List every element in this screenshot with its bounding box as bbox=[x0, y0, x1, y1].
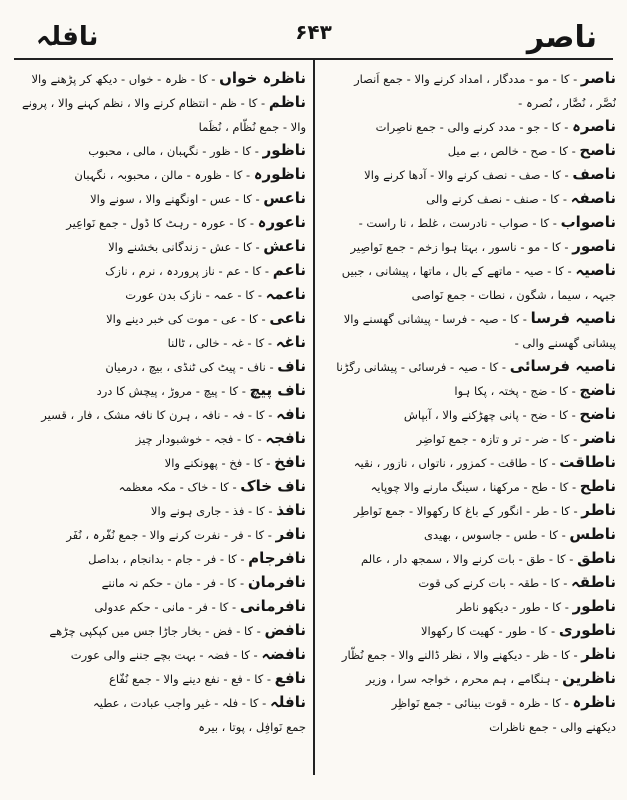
entry-line bbox=[324, 330, 616, 354]
entry-line bbox=[14, 546, 306, 570]
headword: ناضر bbox=[580, 429, 616, 447]
headword: ناصرہ bbox=[572, 117, 616, 135]
headword: ناف bbox=[277, 357, 306, 375]
definition: - کا - فع - نفع دینے والا - جمع نُفّاع bbox=[109, 672, 275, 686]
left-column bbox=[14, 66, 306, 738]
headword: نافر bbox=[275, 525, 306, 543]
headword: ناصر bbox=[580, 69, 616, 87]
entry-line bbox=[324, 498, 616, 522]
definition: - کا - عمہ - نازک بدن عورت bbox=[125, 288, 266, 302]
headword: ناعمہ bbox=[265, 285, 306, 303]
entry-line bbox=[324, 642, 616, 666]
definition: - کا - صیہ - فرسائی - پیشانی رگڑنا bbox=[336, 360, 510, 374]
headword: نافہ bbox=[276, 405, 306, 423]
entry-line bbox=[14, 282, 306, 306]
entry-line bbox=[324, 522, 616, 546]
entry-line bbox=[14, 522, 306, 546]
entry-line bbox=[14, 570, 306, 594]
entry-line bbox=[14, 642, 306, 666]
entry-line bbox=[324, 354, 616, 378]
headword: ناظر bbox=[581, 645, 616, 663]
headword: ناصف bbox=[572, 165, 616, 183]
headword: نافرمانی bbox=[239, 597, 306, 615]
headword: نافخ bbox=[274, 453, 306, 471]
entry-line bbox=[324, 570, 616, 594]
entry-line bbox=[324, 546, 616, 570]
headword: ناصیہ فرسا bbox=[530, 309, 616, 327]
definition: - کا - طاقت - کمزور ، ناتواں ، نازور ، نقیہ bbox=[353, 456, 560, 470]
headword: ناظم bbox=[268, 93, 306, 111]
definition: - کا - فہ - نافہ ، ہرن کا نافہ مشک ، فار ، قسیر bbox=[41, 408, 277, 422]
definition: - کا - طقہ - بات کرنے کی قوت bbox=[418, 576, 572, 590]
headword: ناطر bbox=[581, 501, 616, 519]
headword: ناعش bbox=[263, 237, 306, 255]
definition: جمع نَوافِل ، پوتا ، بیرہ bbox=[198, 720, 306, 734]
definition: - کا - طر - انگور کے باغ کا رکھوالا - جمع نَواطِر bbox=[353, 504, 582, 518]
definition: دیکھنے والی - جمع ناظرات bbox=[489, 720, 616, 734]
definition: - کا - پیچ - مروڑ ، پیچش کا درد bbox=[96, 384, 250, 398]
headword: ناصور bbox=[572, 237, 616, 255]
headword: ناطق bbox=[577, 549, 616, 567]
entry-line bbox=[324, 450, 616, 474]
entry-line bbox=[14, 186, 306, 210]
headword: ناضح bbox=[579, 405, 616, 423]
entry-line bbox=[14, 162, 306, 186]
headword: ناضج bbox=[579, 381, 616, 399]
definition: - کا - عی - موت کی خبر دینے والا bbox=[106, 312, 270, 326]
guide-word-right: ناصر bbox=[526, 20, 597, 55]
definition: - کا - غہ - خالی ، ٹالنا bbox=[167, 336, 276, 350]
definition: - کا - طور - دیکھو ناطر bbox=[456, 600, 573, 614]
headword: نافرجام bbox=[248, 549, 306, 567]
right-column bbox=[324, 66, 616, 738]
definition: - کا - ضر - تر و تازہ - جمع نَواضِر bbox=[416, 432, 581, 446]
definition: - کا - عش - زندگانی بخشنے والا bbox=[108, 240, 264, 254]
entry-line bbox=[324, 618, 616, 642]
definition: - کا - مو - ناسور ، بہتا ہوا زخم - جمع نَواصِیر bbox=[350, 240, 573, 254]
definition: - کا - طور - کھیت کا رکھوالا bbox=[420, 624, 559, 638]
entry-line bbox=[324, 378, 616, 402]
definition: - کا - صیہ - ماتھے کے بال ، ماتھا ، پیشانی ، جبیں bbox=[341, 264, 576, 278]
entry-line bbox=[14, 474, 306, 498]
entry-line bbox=[324, 306, 616, 330]
headword: ناظرین bbox=[562, 669, 616, 687]
headword: ناعس bbox=[263, 189, 306, 207]
headword: ناصواب bbox=[560, 213, 616, 231]
headword: ناطقہ bbox=[571, 573, 616, 591]
definition: والا - جمع نُظّام ، نُظَما bbox=[198, 120, 306, 134]
headword: ناصح bbox=[579, 141, 616, 159]
definition: - کا - صنف - نصف کرنے والی bbox=[426, 192, 571, 206]
definition: - کا - عس - اونگھنے والا ، سونے والا bbox=[90, 192, 264, 206]
entry-line bbox=[14, 450, 306, 474]
page-number: ۶۴۳ bbox=[295, 20, 332, 44]
entry-line bbox=[324, 690, 616, 714]
entry-line bbox=[14, 138, 306, 162]
entry-line bbox=[14, 306, 306, 330]
entry-line bbox=[14, 666, 306, 690]
headword: ناطوری bbox=[558, 621, 616, 639]
headword: ناطاقت bbox=[559, 453, 616, 471]
entry-line bbox=[14, 66, 306, 90]
definition: - کا - خاک - مکہ معظمہ bbox=[118, 480, 241, 494]
definition: - کا - ظرہ - خواں - دیکھ کر پڑھنے والا bbox=[31, 72, 220, 86]
entry-line bbox=[14, 594, 306, 618]
headword: ناصفہ bbox=[570, 189, 616, 207]
entry-line bbox=[324, 234, 616, 258]
definition: نُصَّر ، نُصَّار ، نُصرہ - bbox=[518, 96, 616, 110]
headword: نافضہ bbox=[261, 645, 306, 663]
entry-line bbox=[14, 618, 306, 642]
entry-line bbox=[324, 594, 616, 618]
entry-line bbox=[14, 330, 306, 354]
headword: ناظورہ bbox=[253, 165, 306, 183]
definition: - کا - فجہ - خوشبودار چیز bbox=[135, 432, 266, 446]
headword: ناصیہ bbox=[575, 261, 616, 279]
headword: ناظرہ خواں bbox=[219, 69, 306, 87]
entry-line bbox=[324, 474, 616, 498]
headword: نافع bbox=[274, 669, 306, 687]
headword: نافجہ bbox=[265, 429, 306, 447]
entry-line bbox=[14, 498, 306, 522]
definition: پیشانی گھسنے والی - bbox=[514, 336, 616, 350]
headword: ناظور bbox=[262, 141, 306, 159]
headword: ناعم bbox=[272, 261, 306, 279]
definition: - ہنگامے ، ہم محرم ، خواجہ سرا ، وزیر bbox=[365, 672, 563, 686]
definition: - کا - جو - مدد کرنے والی - جمع ناصِرات bbox=[375, 120, 573, 134]
definition: - کا - طس - جاسوس ، بھیدی bbox=[423, 528, 570, 542]
headword: ناصیہ فرسائی bbox=[509, 357, 616, 375]
entry-line bbox=[324, 426, 616, 450]
entry-line bbox=[14, 354, 306, 378]
entry-line bbox=[324, 66, 616, 90]
headword: ناطور bbox=[572, 597, 616, 615]
headword: نافرمان bbox=[247, 573, 306, 591]
definition: - کا - فذ - جاری ہونے والا bbox=[150, 504, 277, 518]
definition: - کا - ظم - انتظام کرنے والا ، نظم کہنے والا ، پرونے bbox=[21, 96, 269, 110]
headword: ناظرہ bbox=[572, 693, 616, 711]
entry-line bbox=[324, 210, 616, 234]
entry-line bbox=[14, 378, 306, 402]
headword: ناف پیچ bbox=[249, 381, 306, 399]
entry-line bbox=[14, 690, 306, 714]
definition: - کا - صح - خالص ، بے میل bbox=[447, 144, 580, 158]
definition: جبہہ ، سیما ، شگون ، نطات - جمع نَواصی bbox=[411, 288, 616, 302]
guide-word-left: نافلہ bbox=[36, 22, 99, 52]
definition: - کا - ظر - دیکھنے والا ، نظر ڈالنے والا - جمع نُظّار bbox=[341, 648, 582, 662]
headword: ناطس bbox=[569, 525, 616, 543]
definition: - کا - فر - نفرت کرنے والا - جمع نُفّرہ ، نُفَر bbox=[66, 528, 276, 542]
definition: - کا - ضح - پانی چھڑکنے والا ، آبپاش bbox=[403, 408, 580, 422]
definition: - کا - صیہ - فرسا - پیشانی گھسنے والا bbox=[343, 312, 531, 326]
entry-line bbox=[324, 402, 616, 426]
definition: - کا - فر - مانی - حکم عدولی bbox=[94, 600, 240, 614]
definition: - کا - فضہ - بہت بچے جننے والی عورت bbox=[70, 648, 262, 662]
entry-line bbox=[324, 90, 616, 114]
entry-line bbox=[324, 162, 616, 186]
definition: - کا - ظرہ - قوت بینائی - جمع نَواظِر bbox=[391, 696, 573, 710]
entry-line bbox=[14, 210, 306, 234]
entry-line bbox=[14, 714, 306, 738]
definition: - کا - فر - مان - حکم نہ ماننے bbox=[101, 576, 248, 590]
definition: - کا - طح - مرکھنا ، سینگ مارنے والا چوپایہ bbox=[370, 480, 580, 494]
page-header bbox=[18, 14, 609, 58]
headword: نافلہ bbox=[270, 693, 306, 711]
headword: نافذ bbox=[276, 501, 306, 519]
definition: - کا - ظورہ - مالن ، محبوبہ ، نگہبان bbox=[74, 168, 254, 182]
definition: - کا - عورہ - رہٹ کا ڈول - جمع نَواعِیر bbox=[66, 216, 258, 230]
headword: ناعی bbox=[269, 309, 306, 327]
definition: - کا - مو - مددگار ، امداد کرنے والا - جمع اَنصار bbox=[354, 72, 581, 86]
entry-line bbox=[324, 714, 616, 738]
definition: - کا - فلہ - غیر واجب عبادت ، عطیہ bbox=[92, 696, 270, 710]
headword: ناطح bbox=[579, 477, 616, 495]
entry-line bbox=[324, 258, 616, 282]
headword: ناعورہ bbox=[257, 213, 306, 231]
entry-line bbox=[324, 666, 616, 690]
entry-line bbox=[14, 402, 306, 426]
entry-line bbox=[14, 114, 306, 138]
entry-line bbox=[14, 234, 306, 258]
entry-line bbox=[324, 186, 616, 210]
definition: - کا - فخ - پھونکنے والا bbox=[164, 456, 275, 470]
definition: - ناف - پیٹ کی ٹنڈی ، بیچ ، درمیان bbox=[105, 360, 278, 374]
headword: ناغہ bbox=[275, 333, 306, 351]
definition: - کا - صواب - نادرست ، غلط ، نا راست - bbox=[358, 216, 561, 230]
entry-line bbox=[14, 90, 306, 114]
entry-line bbox=[324, 114, 616, 138]
definition: - کا - عم - ناز پروردہ ، نرم ، نازک bbox=[105, 264, 273, 278]
entry-line bbox=[14, 258, 306, 282]
headword: ناف خاک bbox=[240, 477, 306, 495]
definition: - کا - ضج - پختہ ، پکا ہوا bbox=[454, 384, 580, 398]
definition: - کا - ظور - نگہبان ، مالی ، محبوب bbox=[88, 144, 263, 158]
entry-line bbox=[324, 138, 616, 162]
definition: - کا - فض - بخار جاڑا جس میں کپکپی چڑھے bbox=[49, 624, 265, 638]
headword: نافض bbox=[264, 621, 306, 639]
definition: - کا - فر - جام - بدانجام ، بداصل bbox=[88, 552, 249, 566]
entry-line bbox=[14, 426, 306, 450]
entry-line bbox=[324, 282, 616, 306]
definition: - کا - صف - نصف کرنے والا - آدھا کرنے والا bbox=[364, 168, 573, 182]
column-divider bbox=[313, 60, 315, 775]
definition: - کا - طق - بات کرنے والا ، سمجھ دار ، عالم bbox=[360, 552, 578, 566]
